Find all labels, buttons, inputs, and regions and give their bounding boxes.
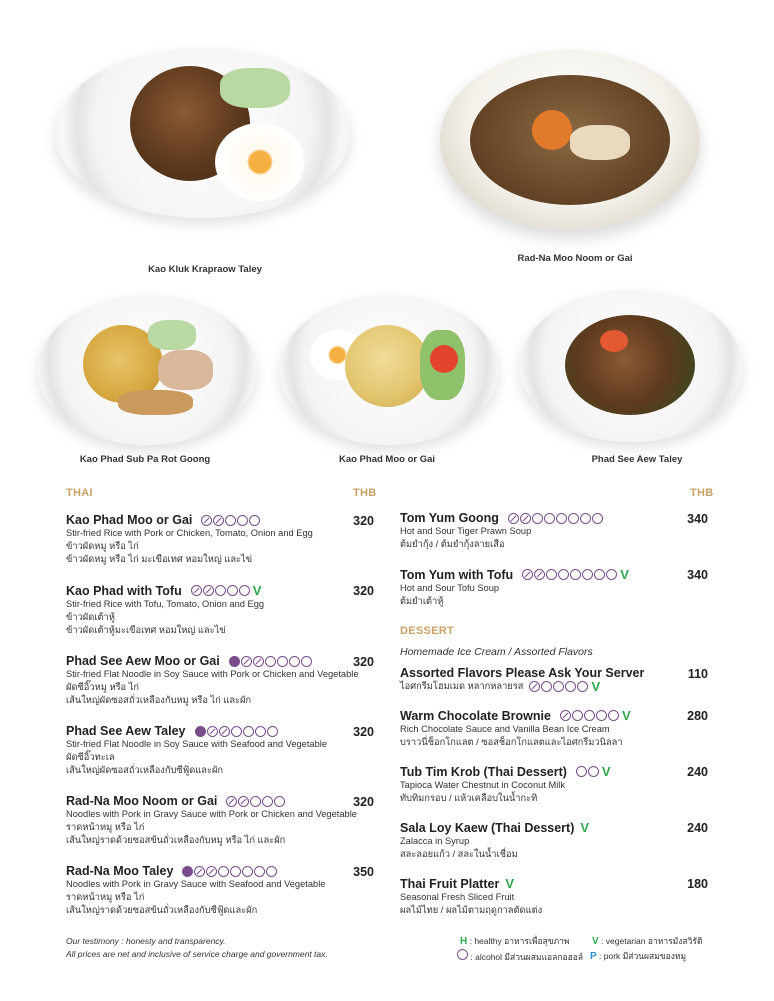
- menu-item: [66, 513, 313, 566]
- caption-rad-na: Rad-Na Moo Noom or Gai: [517, 253, 633, 264]
- dairy-icon: [584, 710, 595, 721]
- chili-icon: [241, 656, 252, 667]
- item-desc-th: ข้าวผัดหมู หรือ ไก่: [66, 541, 139, 551]
- vegetarian-icon: V: [601, 764, 611, 779]
- healthy-icon: H: [460, 936, 468, 947]
- soy-icon: [606, 569, 617, 580]
- pork-icon: [274, 796, 285, 807]
- chili-icon: [534, 569, 545, 580]
- dietary-icons: [225, 796, 285, 807]
- item-desc-en: Hot and Sour Tiger Prawn Soup: [400, 526, 532, 536]
- dairy-icon: [568, 513, 579, 524]
- item-price: 350: [353, 865, 374, 879]
- chili-icon: [253, 656, 264, 667]
- photo-kao-kluk: [55, 48, 350, 218]
- chili-icon: [520, 513, 531, 524]
- egg-icon: [230, 866, 241, 877]
- item-desc-th: สละลอยแก้ว / สละในน้ำเชื่อม: [400, 849, 518, 859]
- currency-label-left: THB: [353, 487, 377, 499]
- item-name: Thai Fruit Platter: [400, 876, 500, 891]
- shellfish-icon: [532, 513, 543, 524]
- item-desc-th: บราวนี่ช็อกโกแลต / ซอสช็อกโกแลตและไอศกรีมวนิลลา: [400, 737, 623, 747]
- chili-icon: [508, 513, 519, 524]
- chili-icon: [201, 515, 212, 526]
- dietary-icons: [181, 866, 277, 877]
- item-name: Tub Tim Krob (Thai Dessert): [400, 764, 567, 779]
- pork-icon: [266, 866, 277, 877]
- item-price: 320: [353, 795, 374, 809]
- shellfish-icon: [218, 866, 229, 877]
- dietary-icons: [575, 764, 611, 779]
- item-price: 180: [687, 877, 708, 891]
- legend-alcohol: [456, 949, 583, 964]
- legend-text-th: มีส่วนผสมแอลกอฮอล์: [504, 952, 584, 962]
- legend-text-th: อาหารมังสวิรัติ: [647, 936, 703, 946]
- item-desc-en: Noodles with Pork in Gravy Sauce with Seafood and Vegetable: [66, 879, 326, 889]
- chili-icon: [213, 515, 224, 526]
- nut-icon: [565, 681, 576, 692]
- egg-icon: [544, 513, 555, 524]
- menu-item: [400, 511, 603, 551]
- menu-item: [66, 794, 357, 847]
- menu-item: [66, 654, 359, 707]
- dessert-subheading: Homemade Ice Cream / Assorted Flavors: [400, 646, 593, 658]
- garlic-icon: [227, 585, 238, 596]
- dietary-icons: [521, 567, 629, 582]
- dietary-icons: [194, 726, 278, 737]
- healthy-icon: [182, 866, 193, 877]
- egg-icon: [541, 681, 552, 692]
- item-desc-th-detail: เส้นใหญ่ราดด้วยซอสข้นถั่วเหลืองกับซีฟู้ดและผัก: [66, 905, 258, 915]
- item-desc-th: ผลไม้ไทย / ผลไม้ตามฤดูกาลตัดแต่ง: [400, 905, 543, 915]
- pork-icon: P: [590, 951, 597, 962]
- dairy-icon: [553, 681, 564, 692]
- vegetarian-icon: V: [505, 876, 514, 891]
- menu-item: [400, 666, 644, 693]
- caption-kao-phad-moo: Kao Phad Moo or Gai: [338, 454, 436, 465]
- nut-icon: [576, 766, 587, 777]
- item-desc-th: ผัดซีอิ๊วหมู หรือ ไก่: [66, 682, 140, 692]
- item-price: 340: [687, 512, 708, 526]
- garlic-icon: [289, 656, 300, 667]
- dietary-icons: [228, 656, 312, 667]
- item-desc-th-detail: เส้นใหญ่ผัดซอสถั่วเหลืองกับหมู หรือ ไก่ และผัก: [66, 695, 252, 705]
- garlic-icon: [262, 796, 273, 807]
- garlic-icon: [594, 569, 605, 580]
- dietary-icons: [190, 583, 262, 598]
- item-name: Kao Phad with Tofu: [66, 583, 182, 598]
- item-desc-th: ไอศกรีมโฮมเมด หลากหลายรส: [400, 681, 524, 691]
- item-desc-th: ราดหน้าหมู หรือ ไก่: [66, 892, 145, 902]
- fish-icon: [556, 513, 567, 524]
- section-title-thai: THAI: [66, 487, 93, 499]
- dietary-icons: [507, 513, 603, 524]
- soy-icon: [608, 710, 619, 721]
- chili-icon: [560, 710, 571, 721]
- item-desc-en: Noodles with Pork in Gravy Sauce with Pork or Chicken and Vegetable: [66, 809, 357, 819]
- soy-icon: [577, 681, 588, 692]
- egg-icon: [225, 515, 236, 526]
- footer-note: [66, 935, 328, 961]
- healthy-icon: [195, 726, 206, 737]
- pork-icon: [249, 515, 260, 526]
- shellfish-icon: [231, 726, 242, 737]
- item-name: Phad See Aew Taley: [66, 724, 186, 738]
- item-desc-en: Hot and Sour Tofu Soup: [400, 583, 500, 593]
- chili-icon: [203, 585, 214, 596]
- legend-text: : healthy: [469, 936, 502, 946]
- nut-icon: [596, 710, 607, 721]
- item-desc-th-detail: ข้าวผัดหมู หรือ ไก่ มะเขือเทศ หอมใหญ่ และไข่: [66, 554, 253, 564]
- soy-icon: [267, 726, 278, 737]
- item-desc-en: Stir-fried Flat Noodle in Soy Sauce with Pork or Chicken and Vegetable: [66, 669, 359, 679]
- fish-icon: [570, 569, 581, 580]
- caption-kao-kluk: Kao Kluk Krapraow Taley: [148, 264, 262, 275]
- menu-item: [400, 567, 629, 608]
- egg-icon: [558, 569, 569, 580]
- legend-healthy: [460, 934, 570, 948]
- item-price: 320: [353, 584, 374, 598]
- item-desc-en: Tapioca Water Chestnut in Coconut Milk: [400, 780, 566, 790]
- soy-icon: [592, 513, 603, 524]
- chili-icon: [206, 866, 217, 877]
- vegetarian-icon: V: [621, 708, 631, 723]
- alcohol-icon: [457, 949, 468, 960]
- item-desc-en: Stir-fried Rice with Tofu, Tomato, Onion and Egg: [66, 599, 265, 609]
- item-desc-th: ทับทิมกรอบ / แห้วเคลือบในน้ำกะทิ: [400, 793, 538, 803]
- legend-text-th: อาหารเพื่อสุขภาพ: [504, 936, 570, 946]
- chili-icon: [238, 796, 249, 807]
- shellfish-icon: [546, 569, 557, 580]
- footer-line: Our testimony : honesty and transparency.: [66, 936, 226, 946]
- dairy-icon: [588, 766, 599, 777]
- item-desc-en: Rich Chocolate Sauce and Vanilla Bean Ice Cream: [400, 724, 610, 734]
- garlic-icon: [255, 726, 266, 737]
- item-desc-th-detail: เส้นใหญ่ผัดซอสถั่วเหลืองกับซีฟู้ดและผัก: [66, 765, 224, 775]
- vegetarian-icon: V: [252, 583, 262, 598]
- chili-icon: [529, 681, 540, 692]
- item-desc-en: Stir-fried Flat Noodle in Soy Sauce with Seafood and Vegetable: [66, 739, 327, 749]
- chili-icon: [219, 726, 230, 737]
- item-desc-th: ข้าวผัดเต้าหู้: [66, 612, 115, 622]
- menu-item: [400, 876, 542, 917]
- section-title-dessert: DESSERT: [400, 625, 455, 637]
- vegetarian-icon: V: [620, 567, 629, 582]
- item-price: 240: [687, 821, 708, 835]
- chili-icon: [522, 569, 533, 580]
- item-name: Tom Yum Goong: [400, 511, 499, 525]
- garlic-icon: [580, 513, 591, 524]
- item-name: Rad-Na Moo Noom or Gai: [66, 794, 218, 808]
- egg-icon: [572, 710, 583, 721]
- currency-label-right: THB: [690, 487, 714, 499]
- item-desc-th: ราดหน้าหมู หรือ ไก่: [66, 822, 145, 832]
- item-name: Tom Yum with Tofu: [400, 567, 514, 582]
- item-price: 320: [353, 655, 374, 669]
- item-price: 320: [353, 725, 374, 739]
- item-desc-th: ต้มยำกุ้ง / ต้มยำกุ้งลายเสือ: [400, 539, 505, 549]
- caption-phad-see-aew: Phad See Aew Taley: [591, 454, 683, 465]
- item-name: Warm Chocolate Brownie: [400, 708, 551, 723]
- vegetarian-icon: V: [592, 936, 599, 947]
- fish-icon: [242, 866, 253, 877]
- photo-rad-na: [440, 50, 700, 230]
- dietary-icons: [200, 515, 260, 526]
- chili-icon: [194, 866, 205, 877]
- chili-icon: [207, 726, 218, 737]
- item-name: Rad-Na Moo Taley: [66, 864, 174, 878]
- menu-item: [400, 708, 631, 749]
- item-desc-th-detail: เส้นใหญ่ราดด้วยซอสข้นถั่วเหลืองกับหมู หรือ ไก่ และผัก: [66, 835, 286, 845]
- menu-item: [66, 583, 264, 637]
- garlic-icon: [254, 866, 265, 877]
- egg-icon: [243, 726, 254, 737]
- item-desc-en: Seasonal Fresh Sliced Fruit: [400, 892, 515, 902]
- vegetarian-icon: V: [591, 679, 601, 694]
- item-name: Phad See Aew Moo or Gai: [66, 654, 220, 668]
- item-price: 340: [687, 568, 708, 582]
- item-name: Sala Loy Kaew (Thai Dessert): [400, 820, 575, 835]
- healthy-icon: [229, 656, 240, 667]
- item-price: 280: [687, 709, 708, 723]
- item-price: 110: [687, 667, 708, 681]
- legend-text: : vegetarian: [601, 936, 646, 946]
- garlic-icon: [237, 515, 248, 526]
- footer-line: All prices are net and inclusive of service charge and government tax.: [66, 949, 328, 959]
- vegetarian-icon: V: [580, 820, 590, 835]
- menu-item: [66, 864, 325, 917]
- menu-item: [66, 724, 327, 777]
- menu-item: [400, 820, 589, 861]
- soy-icon: [239, 585, 250, 596]
- item-desc-th: ต้มยำเต้าหู้: [400, 596, 444, 606]
- dietary-icons: [559, 708, 631, 723]
- dietary-icons: [528, 680, 600, 693]
- egg-icon: [265, 656, 276, 667]
- photo-kao-phad-sub: [38, 295, 256, 445]
- caption-kao-phad-sub: Kao Phad Sub Pa Rot Goong: [79, 454, 211, 465]
- item-name: Kao Phad Moo or Gai: [66, 513, 193, 527]
- chili-icon: [226, 796, 237, 807]
- egg-icon: [250, 796, 261, 807]
- fish-icon: [277, 656, 288, 667]
- item-desc-th: ผัดซีอิ๊วทะเล: [66, 752, 115, 762]
- item-price: 240: [687, 765, 708, 779]
- item-desc-th-detail: ข้าวผัดเต้าหู้มะเขือเทศ หอมใหญ่ และไข่: [66, 625, 226, 635]
- legend-text: : pork: [599, 951, 621, 961]
- egg-icon: [215, 585, 226, 596]
- legend-text: : alcohol: [470, 952, 503, 962]
- legend-vegetarian: [592, 934, 702, 948]
- dairy-icon: [582, 569, 593, 580]
- pork-icon: [301, 656, 312, 667]
- item-price: 320: [353, 514, 374, 528]
- photo-kao-phad-moo: [280, 295, 498, 445]
- item-desc-row: [400, 680, 644, 693]
- item-name: Assorted Flavors Please Ask Your Server: [400, 666, 645, 680]
- chili-icon: [191, 585, 202, 596]
- menu-item: [400, 764, 611, 805]
- legend-text-th: มีส่วนผสมของหมู: [622, 951, 687, 961]
- item-desc-en: Stir-fried Rice with Pork or Chicken, Tomato, Onion and Egg: [66, 528, 313, 538]
- photo-phad-see-aew: [520, 290, 742, 442]
- item-desc-en: Zalacca in Syrup: [400, 836, 470, 846]
- legend-pork: [590, 949, 686, 963]
